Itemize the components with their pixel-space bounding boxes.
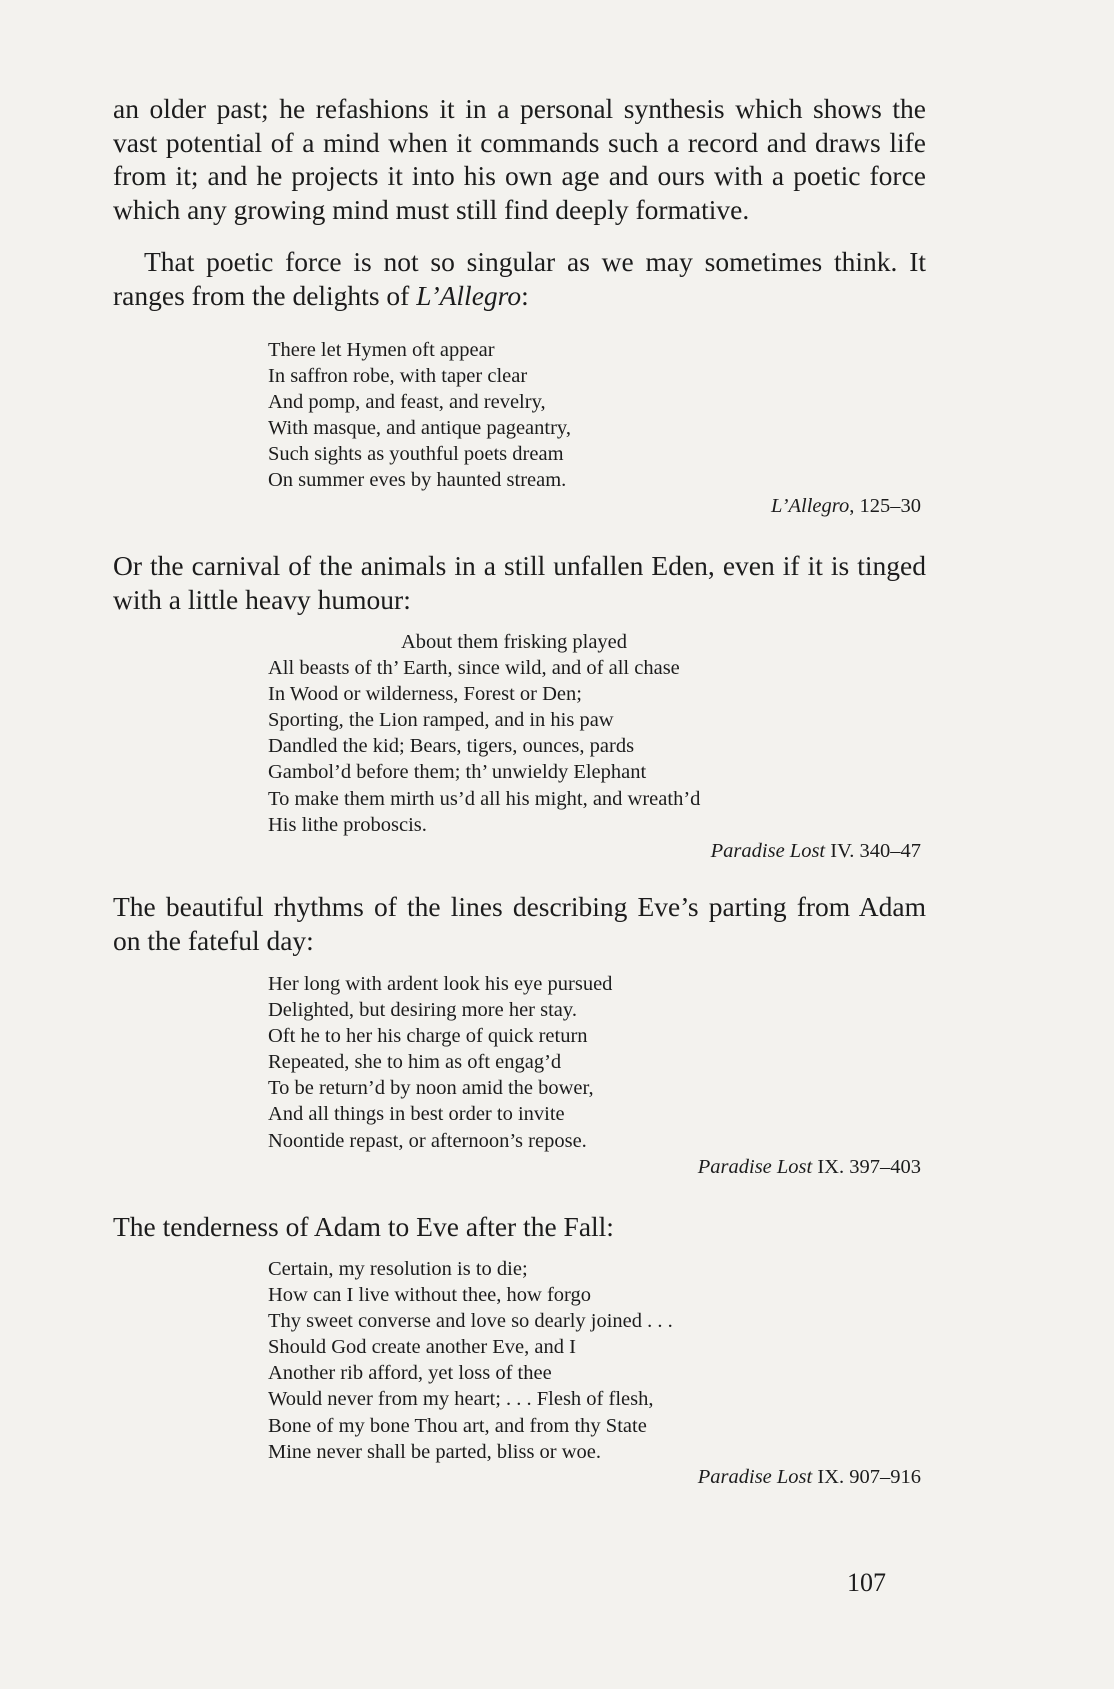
verse-quote-animals — [268, 629, 700, 838]
verse-line: Repeated, she to him as oft engag’d — [268, 1051, 562, 1074]
paragraph-tenderness: The tenderness of Adam to Eve after the Fall: — [113, 1211, 614, 1242]
paragraph-text: That poetic force is not so singular as we may sometimes think. It ranges from the delights of — [113, 246, 926, 311]
verse-line: Another rib afford, yet loss of thee — [268, 1362, 552, 1385]
verse-line: Sporting, the Lion ramped, and in his paw — [268, 709, 614, 732]
verse-line: To be return’d by noon amid the bower, — [268, 1077, 594, 1100]
verse-line: Oft he to her his charge of quick return — [268, 1025, 588, 1048]
citation-title: Paradise Lost — [697, 1156, 813, 1178]
citation-ref: IV. 340–47 — [825, 840, 921, 862]
verse-line: Would never from my heart; . . . Flesh of flesh, — [268, 1388, 654, 1411]
work-title: L’Allegro — [416, 279, 522, 311]
citation-ref: IX. 397–403 — [812, 1156, 921, 1178]
verse-line: And pomp, and feast, and revelry, — [268, 391, 546, 414]
verse-line: Noontide repast, or afternoon’s repose. — [268, 1129, 587, 1152]
citation-ref: IX. 907–916 — [812, 1466, 921, 1488]
verse-line: And all things in best order to invite — [268, 1103, 565, 1126]
verse-line: His lithe proboscis. — [268, 813, 427, 836]
verse-line: With masque, and antique pageantry, — [268, 417, 571, 440]
verse-line: Gambol’d before them; th’ unwieldy Elephant — [268, 761, 647, 784]
paragraph-text-end: : — [521, 279, 529, 311]
verse-line: In saffron robe, with taper clear — [268, 365, 528, 388]
page-number: 107 — [847, 1568, 886, 1597]
paragraph-poetic-force — [113, 245, 926, 312]
verse-line: About them frisking played — [401, 631, 628, 653]
citation-adam — [698, 1464, 921, 1490]
paragraph-eve-parting: The beautiful rhythms of the lines describing Eve’s parting from Adam on the fateful day: — [113, 891, 926, 956]
verse-line: There let Hymen oft appear — [268, 339, 495, 361]
citation-title: Paradise Lost — [697, 1466, 813, 1488]
citation-ref: , 125–30 — [849, 495, 921, 517]
paragraph-intro: an older past; he refashions it in a personal synthesis which shows the vast potential of a mind when it commands such a record and draws life from it; and he projects it into his own age and ours with a poetic force which any growing mind must still find deeply formative. — [113, 93, 926, 225]
verse-line: Her long with ardent look his eye pursued — [268, 973, 613, 995]
verse-line: Bone of my bone Thou art, and from thy State — [268, 1414, 647, 1437]
citation-title: Paradise Lost — [710, 840, 826, 862]
verse-line: Delighted, but desiring more her stay. — [268, 999, 577, 1022]
verse-line: In Wood or wilderness, Forest or Den; — [268, 683, 582, 706]
verse-quote-eve — [268, 971, 612, 1154]
citation-eve — [698, 1154, 921, 1180]
citation-animals — [711, 838, 921, 864]
verse-line: Thy sweet converse and love so dearly joined . . . — [268, 1310, 673, 1333]
verse-line: Should God create another Eve, and I — [268, 1336, 576, 1359]
verse-quote-adam — [268, 1256, 673, 1465]
verse-quote-allegro — [268, 337, 571, 494]
verse-line: How can I live without thee, how forgo — [268, 1284, 591, 1307]
verse-line: Such sights as youthful poets dream — [268, 443, 564, 466]
verse-line: On summer eves by haunted stream. — [268, 469, 567, 492]
verse-line: All beasts of th’ Earth, since wild, and of all chase — [268, 657, 680, 680]
paragraph-carnival: Or the carnival of the animals in a still unfallen Eden, even if it is tinged with a little heavy humour: — [113, 550, 926, 615]
verse-line: Dandled the kid; Bears, tigers, ounces, pards — [268, 735, 635, 758]
verse-line: Mine never shall be parted, bliss or woe. — [268, 1440, 602, 1463]
verse-line: Certain, my resolution is to die; — [268, 1258, 528, 1280]
citation-title: L’Allegro — [771, 495, 850, 517]
verse-line: To make them mirth us’d all his might, and wreath’d — [268, 787, 701, 810]
citation-allegro — [771, 493, 921, 519]
